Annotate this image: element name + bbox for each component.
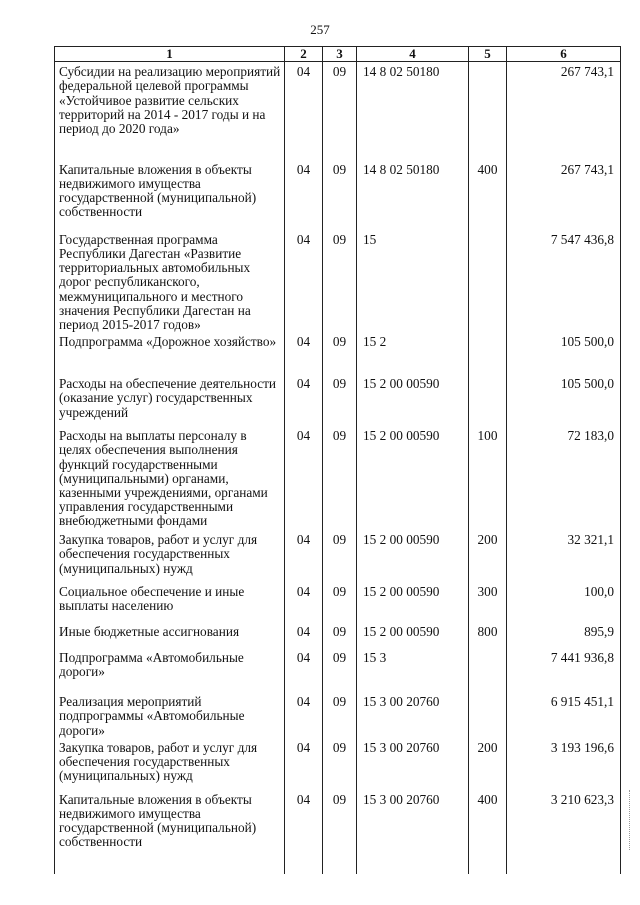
subsection-code: 09 xyxy=(323,648,357,692)
subsection-code: 09 xyxy=(323,790,357,874)
table-row xyxy=(55,622,621,648)
section-code: 04 xyxy=(285,374,323,426)
amount: 32 321,1 xyxy=(507,530,621,582)
item-name: Иные бюджетные ассигнования xyxy=(55,622,285,648)
column-header: 4 xyxy=(357,47,469,62)
amount: 3 210 623,3 xyxy=(507,790,621,874)
amount: 3 193 196,6 xyxy=(507,738,621,790)
expense-type-code: 300 xyxy=(469,582,507,622)
target-article-code: 15 3 xyxy=(357,648,469,692)
expense-type-code xyxy=(469,692,507,738)
amount: 105 500,0 xyxy=(507,332,621,374)
expense-type-code xyxy=(469,230,507,332)
section-code: 04 xyxy=(285,648,323,692)
expense-type-code: 100 xyxy=(469,426,507,530)
expense-type-code: 400 xyxy=(469,160,507,230)
expense-type-code xyxy=(469,648,507,692)
table-header-row xyxy=(55,47,621,62)
section-code: 04 xyxy=(285,622,323,648)
table-row xyxy=(55,582,621,622)
target-article-code: 15 2 00 00590 xyxy=(357,622,469,648)
table-row xyxy=(55,332,621,374)
item-name: Расходы на выплаты персоналу в целях обеспечения выполнения функций государственными (муниципальными) органами, казенными учреждениями, органами управления государственными внебюджетными фондами xyxy=(55,426,285,530)
section-code: 04 xyxy=(285,582,323,622)
scan-artifact xyxy=(629,790,632,850)
column-header: 5 xyxy=(469,47,507,62)
subsection-code: 09 xyxy=(323,332,357,374)
target-article-code: 15 xyxy=(357,230,469,332)
item-name: Закупка товаров, работ и услуг для обеспечения государственных (муниципальных) нужд xyxy=(55,738,285,790)
target-article-code: 14 8 02 50180 xyxy=(357,160,469,230)
table-row xyxy=(55,230,621,332)
table-row xyxy=(55,62,621,160)
expense-type-code: 800 xyxy=(469,622,507,648)
amount: 7 547 436,8 xyxy=(507,230,621,332)
section-code: 04 xyxy=(285,738,323,790)
column-header: 3 xyxy=(323,47,357,62)
target-article-code: 15 2 xyxy=(357,332,469,374)
table-row xyxy=(55,738,621,790)
section-code: 04 xyxy=(285,692,323,738)
target-article-code: 15 2 00 00590 xyxy=(357,426,469,530)
expense-type-code: 200 xyxy=(469,530,507,582)
target-article-code: 15 3 00 20760 xyxy=(357,738,469,790)
page-number: 257 xyxy=(310,22,330,37)
target-article-code: 15 3 00 20760 xyxy=(357,790,469,874)
section-code: 04 xyxy=(285,160,323,230)
table-row xyxy=(55,790,621,874)
item-name: Подпрограмма «Автомобильные дороги» xyxy=(55,648,285,692)
section-code: 04 xyxy=(285,230,323,332)
subsection-code: 09 xyxy=(323,62,357,160)
amount: 72 183,0 xyxy=(507,426,621,530)
table-row xyxy=(55,692,621,738)
amount: 6 915 451,1 xyxy=(507,692,621,738)
subsection-code: 09 xyxy=(323,622,357,648)
budget-table xyxy=(54,46,621,874)
expense-type-code xyxy=(469,374,507,426)
amount: 895,9 xyxy=(507,622,621,648)
section-code: 04 xyxy=(285,530,323,582)
item-name: Государственная программа Республики Дагестан «Развитие территориальных автомобильных дорог республиканского, межмуниципального и местного значения Республики Дагестан на период 2015-2017 годов» xyxy=(55,230,285,332)
section-code: 04 xyxy=(285,62,323,160)
item-name: Социальное обеспечение и иные выплаты населению xyxy=(55,582,285,622)
section-code: 04 xyxy=(285,790,323,874)
item-name: Закупка товаров, работ и услуг для обеспечения государственных (муниципальных) нужд xyxy=(55,530,285,582)
expense-type-code: 400 xyxy=(469,790,507,874)
table-row xyxy=(55,160,621,230)
subsection-code: 09 xyxy=(323,230,357,332)
amount: 105 500,0 xyxy=(507,374,621,426)
item-name: Расходы на обеспечение деятельности (оказание услуг) государственных учреждений xyxy=(55,374,285,426)
target-article-code: 15 3 00 20760 xyxy=(357,692,469,738)
section-code: 04 xyxy=(285,426,323,530)
amount: 100,0 xyxy=(507,582,621,622)
target-article-code: 15 2 00 00590 xyxy=(357,530,469,582)
item-name: Капитальные вложения в объекты недвижимого имущества государственной (муниципальной) собственности xyxy=(55,790,285,874)
table-row xyxy=(55,374,621,426)
target-article-code: 15 2 00 00590 xyxy=(357,582,469,622)
column-header: 1 xyxy=(55,47,285,62)
table-row xyxy=(55,426,621,530)
item-name: Реализация мероприятий подпрограммы «Автомобильные дороги» xyxy=(55,692,285,738)
table-row xyxy=(55,530,621,582)
item-name: Капитальные вложения в объекты недвижимого имущества государственной (муниципальной) собственности xyxy=(55,160,285,230)
column-header: 6 xyxy=(507,47,621,62)
table-row xyxy=(55,648,621,692)
expense-type-code xyxy=(469,62,507,160)
expense-type-code xyxy=(469,332,507,374)
amount: 7 441 936,8 xyxy=(507,648,621,692)
column-header: 2 xyxy=(285,47,323,62)
subsection-code: 09 xyxy=(323,374,357,426)
subsection-code: 09 xyxy=(323,692,357,738)
target-article-code: 14 8 02 50180 xyxy=(357,62,469,160)
amount: 267 743,1 xyxy=(507,160,621,230)
section-code: 04 xyxy=(285,332,323,374)
subsection-code: 09 xyxy=(323,738,357,790)
item-name: Субсидии на реализацию мероприятий федеральной целевой программы «Устойчивое развитие сельских территорий на 2014 - 2017 годы и на период до 2020 года» xyxy=(55,62,285,160)
subsection-code: 09 xyxy=(323,530,357,582)
amount: 267 743,1 xyxy=(507,62,621,160)
subsection-code: 09 xyxy=(323,582,357,622)
subsection-code: 09 xyxy=(323,160,357,230)
expense-type-code: 200 xyxy=(469,738,507,790)
subsection-code: 09 xyxy=(323,426,357,530)
item-name: Подпрограмма «Дорожное хозяйство» xyxy=(55,332,285,374)
target-article-code: 15 2 00 00590 xyxy=(357,374,469,426)
